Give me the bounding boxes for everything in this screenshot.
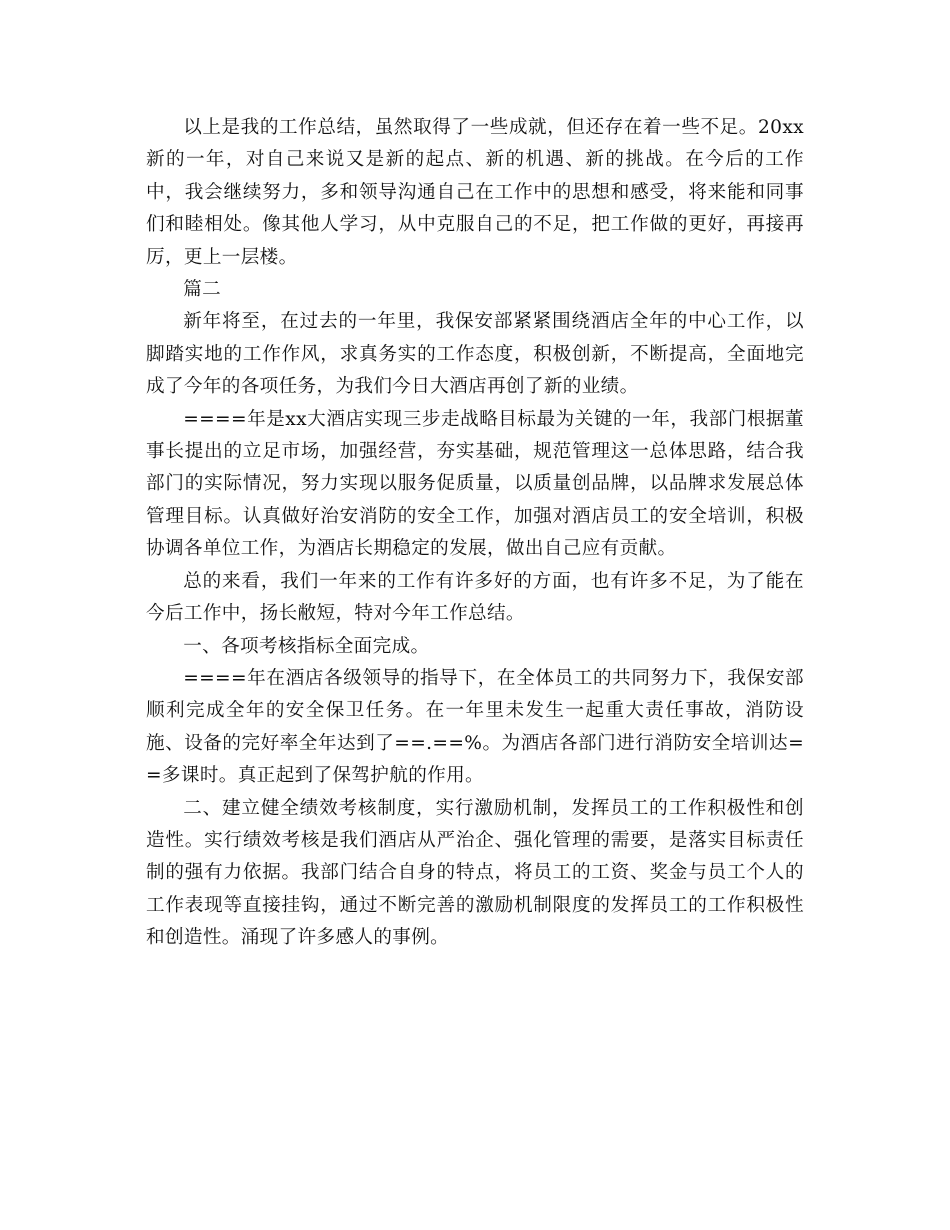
paragraph-new-year-intro: 新年将至，在过去的一年里，我保安部紧紧围绕酒店全年的中心工作，以脚踏实地的工作作风，求真务实的工作态度，积极创新，不断提高，全面地完成了今年的各项任务，为我们今日大酒店再创了新的业绩。 [146, 311, 804, 398]
section-heading-part-two: 篇二 [183, 279, 222, 301]
heading-point-one: 一、各项考核指标全面完成。 [183, 635, 430, 657]
paragraph-point-two-performance: 二、建立健全绩效考核制度，实行激励机制，发挥员工的工作积极性和创造性。实行绩效考核是我们酒店从严治企、强化管理的需要，是落实目标责任制的强有力依据。我部门结合自身的特点，将员工的工资、奖金与员工个人的工作表现等直接挂钩，通过不断完善的激励机制限度的发挥员工的工作积极性和创造性。涌现了许多感人的事例。 [146, 797, 804, 949]
paragraph-strategy-year: ====年是xx大酒店实现三步走战略目标最为关键的一年，我部门根据董事长提出的立足市场，加强经营，夯实基础，规范管理这一总体思路，结合我部门的实际情况，努力实现以服务促质量，以质量创品牌，以品牌求发展总体管理目标。认真做好治安消防的安全工作，加强对酒店员工的安全培训，积极协调各单位工作，为酒店长期稳定的发展，做出自己应有贡献。 [146, 408, 804, 560]
paragraph-safety-results: ====年在酒店各级领导的指导下，在全体员工的共同努力下，我保安部顺利完成全年的安全保卫任务。在一年里未发生一起重大责任事故，消防设施、设备的完好率全年达到了==.==%。为酒店各部门进行消防安全培训达==多课时。真正起到了保驾护航的作用。 [146, 667, 804, 787]
paragraph-summary-conclusion: 以上是我的工作总结，虽然取得了一些成就，但还存在着一些不足。20xx新的一年，对自己来说又是新的起点、新的机遇、新的挑战。在今后的工作中，我会继续努力，多和领导沟通自己在工作中的思想和感受，将来能和同事们和睦相处。像其他人学习，从中克服自己的不足，把工作做的更好，再接再厉，更上一层楼。 [146, 117, 804, 268]
document-body [146, 112, 804, 955]
paragraph-overall-review: 总的来看，我们一年来的工作有许多好的方面，也有许多不足，为了能在今后工作中，扬长敝短，特对今年工作总结。 [146, 570, 804, 625]
